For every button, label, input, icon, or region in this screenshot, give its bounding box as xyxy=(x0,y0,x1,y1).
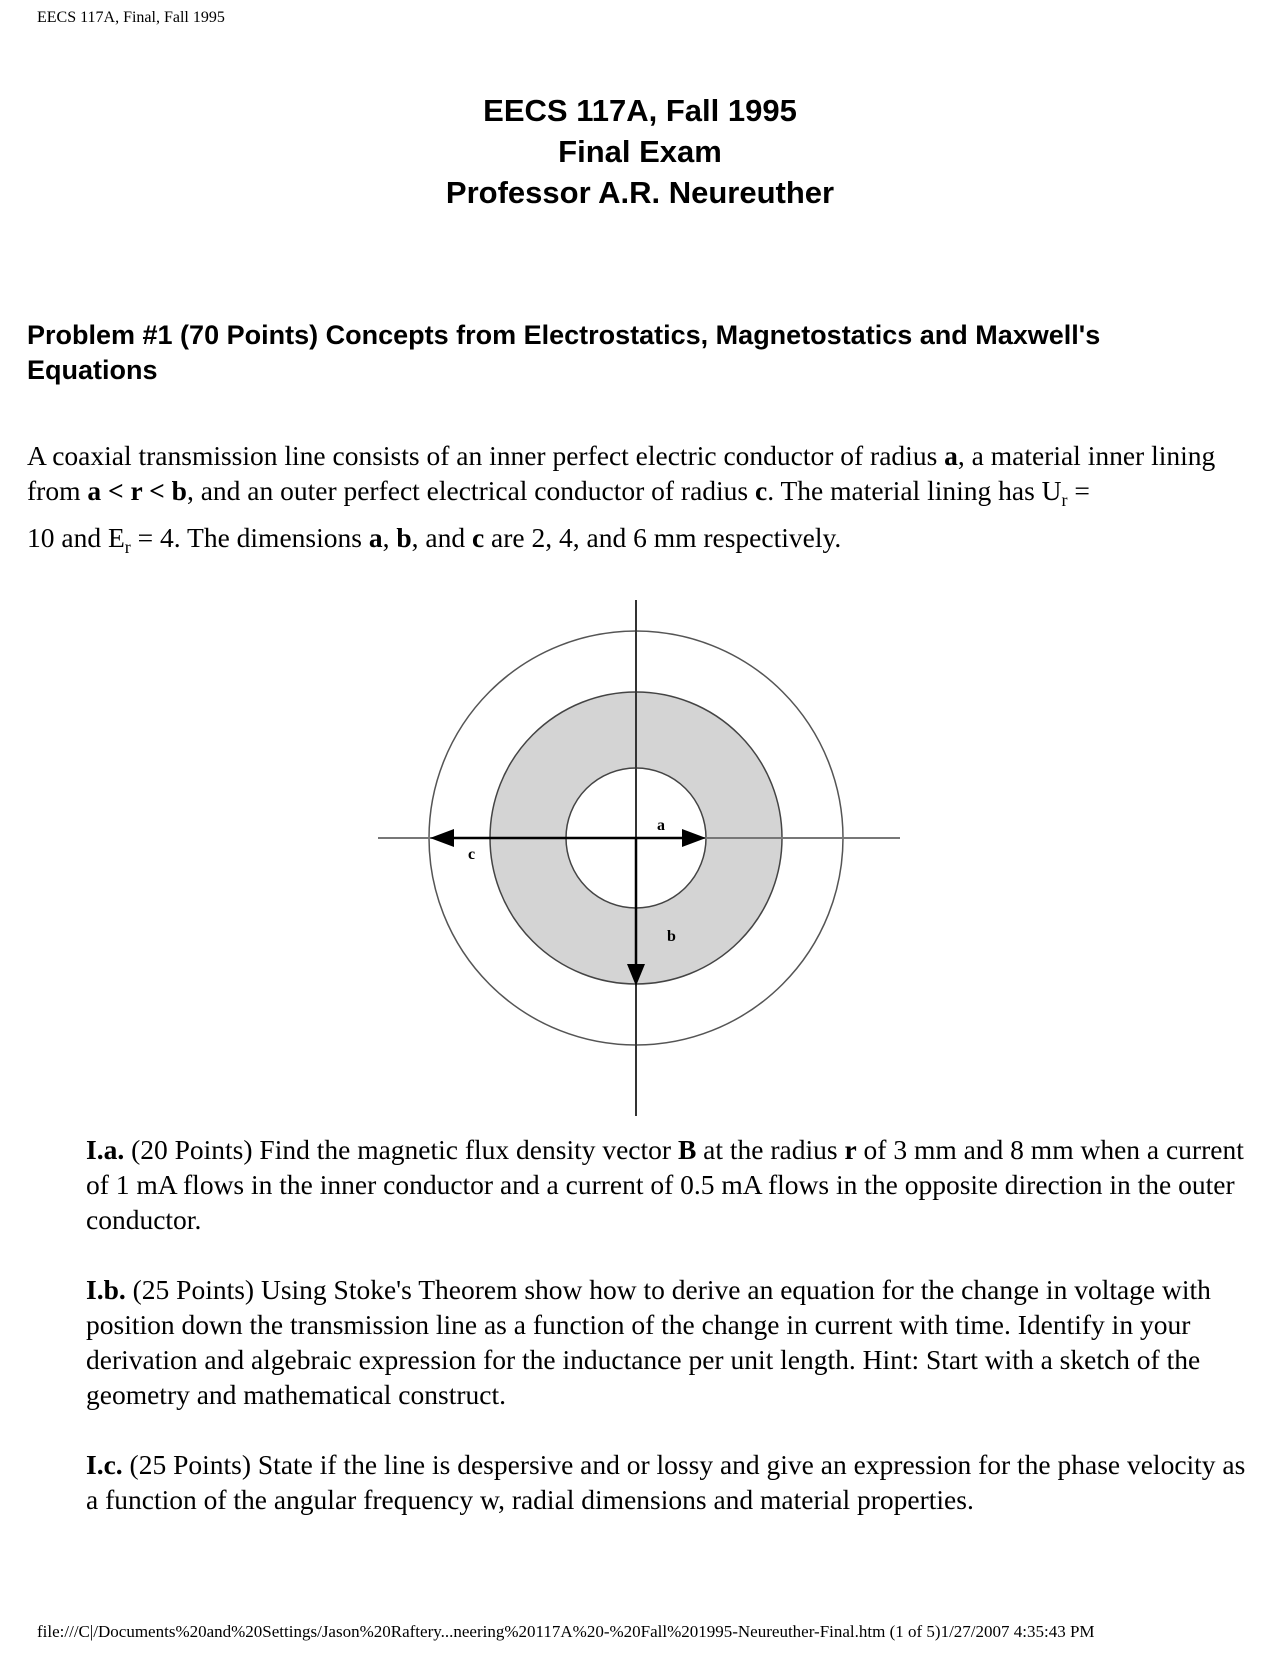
exam-title: Final Exam xyxy=(558,134,722,169)
problem-intro: A coaxial transmission line consists of an inner perfect electric conductor of radius a, a material inner lining from a < r < b, and an outer perfect electrical conductor of radius c. The material lining has $U_r$ = 10 and $E_r = 4$. The dimensions a, b, and c are 2, 4, and 6 mm respectively. xyxy=(27,440,1216,557)
course-title: EECS 117A, Fall 1995 xyxy=(483,93,797,128)
part-label: I.a. xyxy=(86,1134,125,1165)
label-a: a xyxy=(657,817,665,834)
running-header: EECS 117A, Final, Fall 1995 xyxy=(37,9,225,26)
label-c: c xyxy=(468,846,476,863)
part-i-c: I.c. (25 Points) State if the line is despersive and or lossy and give an expression for the phase velocity as a function of the angular frequency w, radial dimensions and material properties. xyxy=(86,1449,1246,1515)
part-label: I.b. xyxy=(86,1274,126,1305)
coax-cross-section-figure xyxy=(370,598,910,1118)
part-i-a: I.a. (20 Points) Find the magnetic flux density vector B at the radius r of 3 mm and 8 mm when a current of 1 mA flows in the inner conductor and a current of 0.5 mA flows in the opposite direction in the outer conductor. xyxy=(86,1134,1244,1235)
part-label: I.c. xyxy=(86,1449,123,1480)
title-block xyxy=(0,90,1280,213)
problem-heading: Problem #1 (70 Points) Concepts from Electrostatics, Magnetostatics and Maxwell's Equations xyxy=(27,320,1101,385)
professor-name: Professor A.R. Neureuther xyxy=(445,175,835,210)
footer-file-path: file:///C|/Documents%20and%20Settings/Jason%20Raftery...neering%20117A%20-%20Fall%201995-Neureuther-Final.htm (1 of 5)1/27/2007 4:35:43 PM xyxy=(37,1622,1095,1641)
label-b: b xyxy=(667,928,676,945)
part-i-b: I.b. (25 Points) Using Stoke's Theorem show how to derive an equation for the change in voltage with position down the transmission line as a function of the change in current with time. Identify in your derivation and algebraic expression for the inductance per unit length. Hint: Start with a sketch of the geometry and mathematical construct. xyxy=(86,1274,1211,1410)
